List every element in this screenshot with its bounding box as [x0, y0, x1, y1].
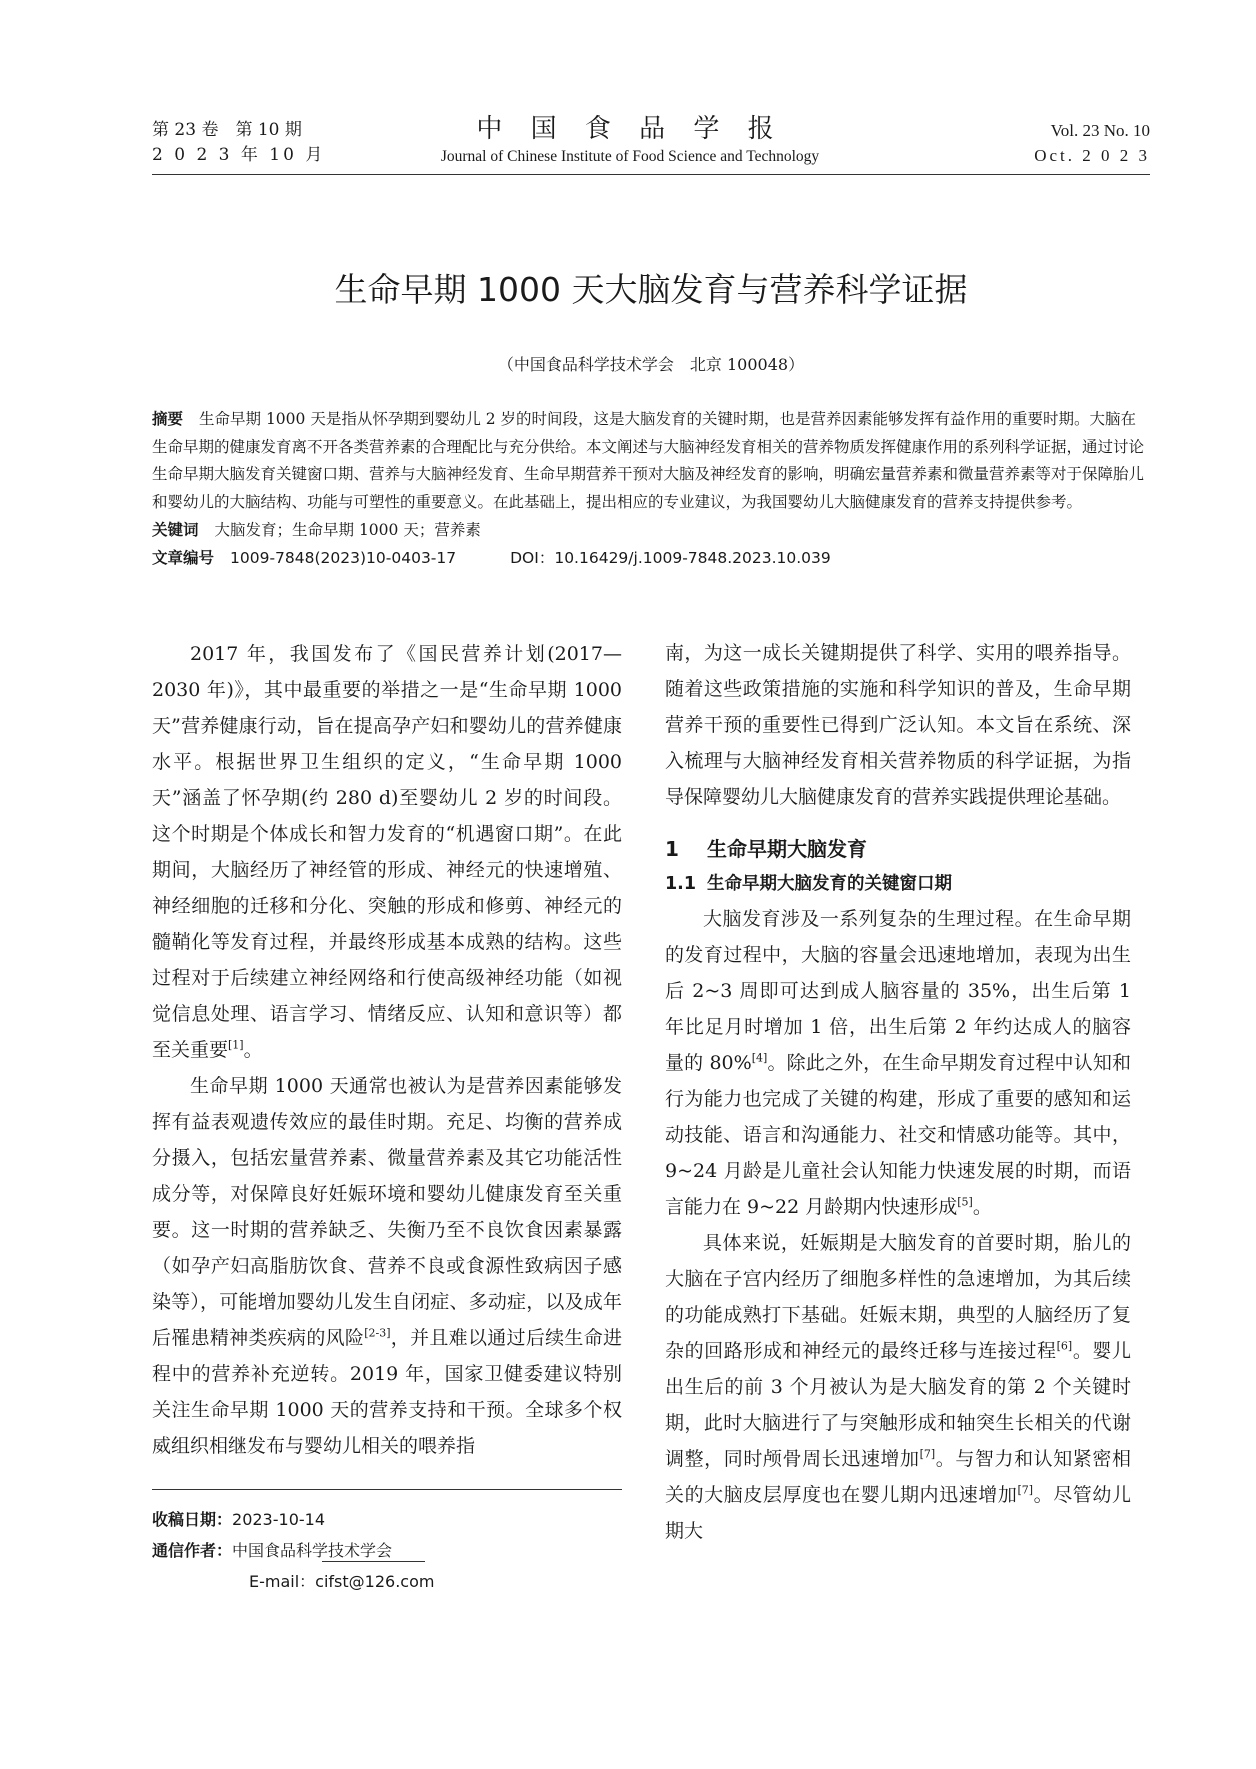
date-en: Oct. 2 0 2 3	[1034, 146, 1150, 165]
keywords	[152, 516, 1150, 544]
footnote	[152, 1504, 434, 1597]
subsection-heading-1-1	[665, 867, 1131, 901]
citation: [6]	[1056, 1339, 1073, 1353]
footnote-rule	[152, 1489, 622, 1490]
abstract-label: 摘要	[152, 410, 184, 428]
article-info	[152, 544, 1150, 572]
paragraph-text: 。	[243, 1039, 263, 1061]
received-label: 收稿日期：	[152, 1510, 233, 1529]
volume-issue-cn: 第 23 卷 第 10 期	[152, 120, 302, 140]
header-rule	[152, 174, 1150, 175]
paragraph-intro-2-continued: 南，为这一成长关键期提供了科学、实用的喂养指导。随着这些政策措施的实施和科学知识的普及，生命早期营养干预的重要性已得到广泛认知。本文旨在系统、深入梳理与大脑神经发育相关营养物质的科学证据，为指导保障婴幼儿大脑健康发育的营养实践提供理论基础。	[665, 642, 1131, 808]
journal-name-cn: 中 国 食 品 学 报	[476, 114, 784, 144]
citation: [7]	[1017, 1483, 1034, 1497]
paragraph-text: 。除此之外，在生命早期发育过程中认知和行为能力也完成了关键的构建，形成了重要的感知和运动技能、语言和沟通能力、社交和情感功能等。其中，9~24 月龄是儿童社会认知能力快速发展的时期，而语言能力在 9~22 月龄期内快速形成	[665, 1052, 1131, 1218]
header-center	[360, 112, 900, 168]
paragraph-1-1-a	[665, 901, 1131, 1225]
doi: DOI：10.16429/j.1009-7848.2023.10.039	[510, 549, 831, 567]
volume-issue-en: Vol. 23 No. 10	[1050, 121, 1150, 140]
citation: [7]	[919, 1447, 936, 1461]
abstract-text: 生命早期 1000 天是指从怀孕期到婴幼儿 2 岁的时间段，这是大脑发育的关键时期，也是营养因素能够发挥有益作用的重要时期。大脑在生命早期的健康发育离不开各类营养素的合理配比与充分供给。本文阐述与大脑神经发育相关的营养物质发挥健康作用的系列科学证据，通过讨论生命早期大脑发育关键窗口期、营养与大脑神经发育、生命早期营养干预对大脑及神经发育的影响，明确宏量营养素和微量营养素等对于保障胎儿和婴幼儿的大脑结构、功能与可塑性的重要意义。在此基础上，提出相应的专业建议，为我国婴幼儿大脑健康发育的营养支持提供参考。	[152, 410, 1145, 511]
section-heading-1	[665, 831, 1131, 867]
affiliation: （中国食品科学技术学会 北京 100048）	[497, 355, 805, 374]
email-address[interactable]: cifst@126.com	[315, 1572, 435, 1591]
paragraph-1-1-b	[665, 1225, 1131, 1549]
article-number-label: 文章编号	[152, 549, 215, 567]
paragraph-text: 。婴儿出生后的前 3 个月被认为是大脑发育的第 2 个关键时期，此时大脑进行了与突触形成和轴突生长相关的代谢调整，同时颅骨周长迅速增加	[665, 1340, 1131, 1470]
keywords-label: 关键词	[152, 521, 199, 539]
article-number: 1009-7848(2023)10-0403-17	[230, 549, 457, 567]
body-column-right	[665, 635, 1131, 1549]
author-value: 中国食品科学技术学会	[232, 1541, 393, 1560]
subsection-number: 1.1	[665, 874, 697, 894]
section-number: 1	[665, 837, 679, 861]
body-column-left	[152, 636, 622, 1464]
subsection-title: 生命早期大脑发育的关键窗口期	[707, 874, 952, 894]
received-value: 2023-10-14	[232, 1510, 325, 1529]
email	[152, 1566, 434, 1597]
article-title: 生命早期 1000 天大脑发育与营养科学证据	[334, 270, 968, 309]
citation: [2-3]	[364, 1326, 391, 1340]
paragraph-text: 。与智力和认知紧密相关的大脑皮层厚度也在婴儿期内迅速增加	[665, 1448, 1131, 1506]
section-title: 生命早期大脑发育	[707, 837, 867, 861]
header-left	[152, 118, 325, 168]
citation: [5]	[957, 1195, 973, 1209]
paragraph-text: 。	[972, 1196, 992, 1218]
received-date	[152, 1504, 434, 1535]
citation: [1]	[228, 1038, 244, 1052]
paragraph-text: ，并且难以通过后续生命进程中的营养补充逆转。2019 年，国家卫健委建议特别关注生命早期 1000 天的营养支持和干预。全球多个权威组织相继发布与婴幼儿相关的喂养指	[152, 1327, 622, 1457]
abstract	[152, 406, 1150, 516]
paragraph-text: 。尽管幼儿期大	[665, 1484, 1131, 1542]
journal-name-en: Journal of Chinese Institute of Food Science and Technology	[440, 148, 820, 165]
paragraph-intro-1	[152, 636, 622, 1068]
date-cn: 2 0 2 3 年 10 月	[152, 145, 326, 165]
header-right	[1034, 118, 1150, 168]
paragraph-intro-2	[152, 1068, 622, 1464]
email-label: E-mail：	[249, 1572, 316, 1591]
citation: [4]	[751, 1051, 768, 1065]
paragraph-text: 生命早期 1000 天通常也被认为是营养因素能够发挥有益表观遗传效应的最佳时期。充足、均衡的营养成分摄入，包括宏量营养素、微量营养素及其它功能活性成分等，对保障良好妊娠环境和婴幼儿健康发育至关重要。这一时期的营养缺乏、失衡乃至不良饮食因素暴露（如孕产妇高脂肪饮食、营养不良或食源性致病因子感染等），可能增加婴幼儿发生自闭症、多动症，以及成年后罹患精神类疾病的风险	[152, 1075, 622, 1349]
paragraph-text: 2017 年，我国发布了《国民营养计划(2017—2030 年)》，其中最重要的举措之一是“生命早期 1000 天”营养健康行动，旨在提高孕产妇和婴幼儿的营养健康水平。根据世界卫生组织的定义，“生命早期 1000 天”涵盖了怀孕期(约 280 d)至婴幼儿 2 岁的时间段。这个时期是个体成长和智力发育的“机遇窗口期”。在此期间，大脑经历了神经管的形成、神经元的快速增殖、神经细胞的迁移和分化、突触的形成和修剪、神经元的髓鞘化等发育过程，并最终形成基本成熟的结构。这些过程对于后续建立神经网络和行使高级神经功能（如视觉信息处理、语言学习、情绪反应、认知和意识等）都至关重要	[152, 643, 622, 1061]
abstract-block	[152, 406, 1150, 572]
footnote-end-rule	[322, 1561, 425, 1562]
paragraph-text: 大脑发育涉及一系列复杂的生理过程。在生命早期的发育过程中，大脑的容量会迅速地增加，表现为出生后 2~3 周即可达到成人脑容量的 35%，出生后第 1 年比足月时增加 1 倍，出生后第 2 年约达成人的脑容量的 80%	[665, 908, 1131, 1074]
author-label: 通信作者：	[152, 1541, 233, 1560]
keywords-text: 大脑发育；生命早期 1000 天；营养素	[214, 521, 481, 539]
paragraph-text: 具体来说，妊娠期是大脑发育的首要时期，胎儿的大脑在子宫内经历了细胞多样性的急速增加，为其后续的功能成熟打下基础。妊娠末期，典型的人脑经历了复杂的回路形成和神经元的最终迁移与连接过程	[665, 1232, 1131, 1362]
